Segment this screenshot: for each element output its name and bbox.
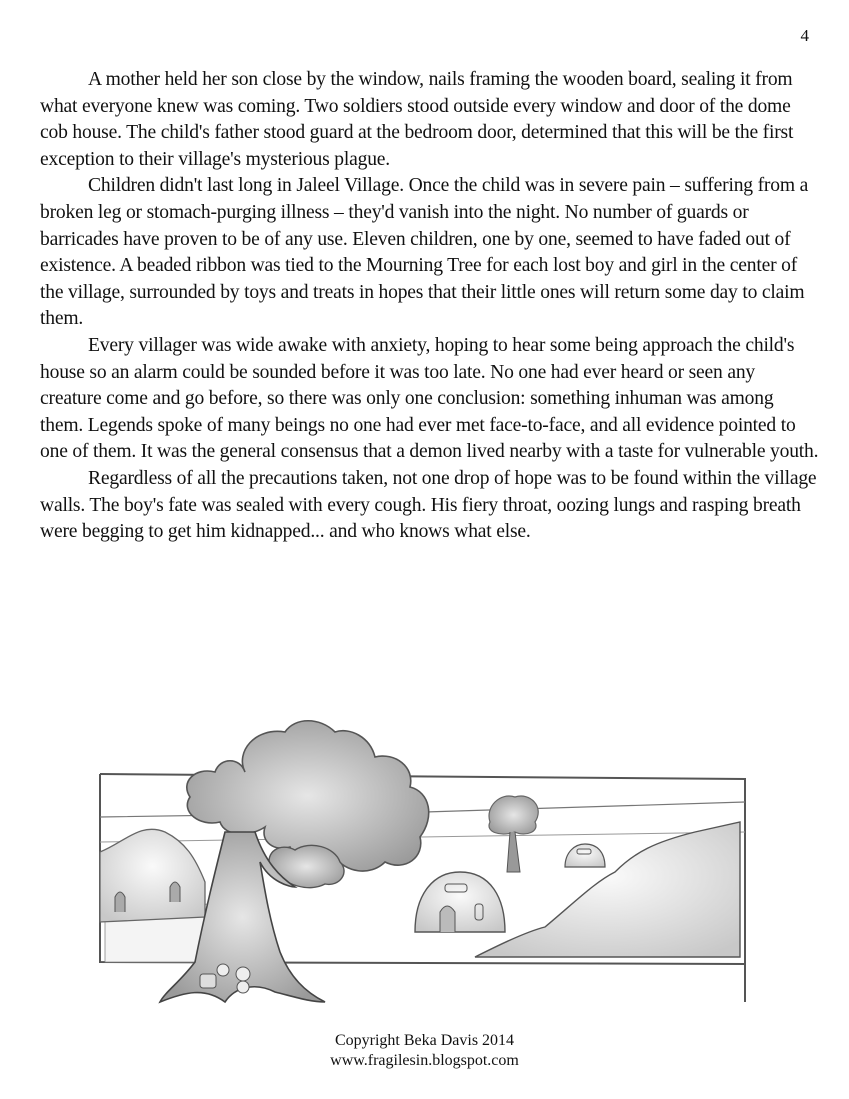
paragraph: A mother held her son close by the window, nails framing the wooden board, sealing it from what everyone knew was coming. Two soldiers stood outside every window and door of the dome cob house. The child's father stood guard at the bedroom door, determined that this will be the first exception to their village's mysterious plague. [40, 69, 794, 170]
mourning-tree [160, 721, 429, 1002]
story-text [40, 67, 820, 546]
paragraph: Children didn't last long in Jaleel Village. Once the child was in severe pain – suffering from a broken leg or stomach-purging illness – they'd vanish into the night. No number of guards or barricades have proven to be of any use. Eleven children, one by one, seemed to have faded out of existence. A beaded ribbon was tied to the Mourning Tree for each lost boy and girl in the center of the village, surrounded by toys and treats in hopes that their little ones will return some day to claim them. [40, 175, 809, 330]
paragraph: Every villager was wide awake with anxiety, hoping to hear some being approach the child's house so an alarm could be sounded before it was too late. No one had ever heard or seen any creature come and go before, so there was only one conclusion: something inhuman was among them. Legends spoke of many beings no one had ever met face-to-face, and all evidence pointed to one of them. It was the general consensus that a demon lived nearby with a taste for vulnerable youth. [40, 334, 819, 463]
dome-house-center [415, 872, 505, 932]
footer [0, 1031, 849, 1071]
paragraph: Regardless of all the precautions taken, not one drop of hope was to be found within the village walls. The boy's fate was sealed with every cough. His fiery throat, oozing lungs and rasping breath were begging to get him kidnapped... and who knows what else. [40, 467, 817, 543]
page-number: 4 [800, 26, 809, 45]
background-tree [489, 796, 538, 872]
dome-houses-left [100, 829, 205, 922]
copyright-text: Copyright Beka Davis 2014 [334, 1032, 515, 1049]
dome-house-far [565, 844, 605, 867]
village-illustration [95, 712, 755, 1012]
website-link[interactable]: www.fragilesin.blogspot.com [330, 1052, 519, 1069]
